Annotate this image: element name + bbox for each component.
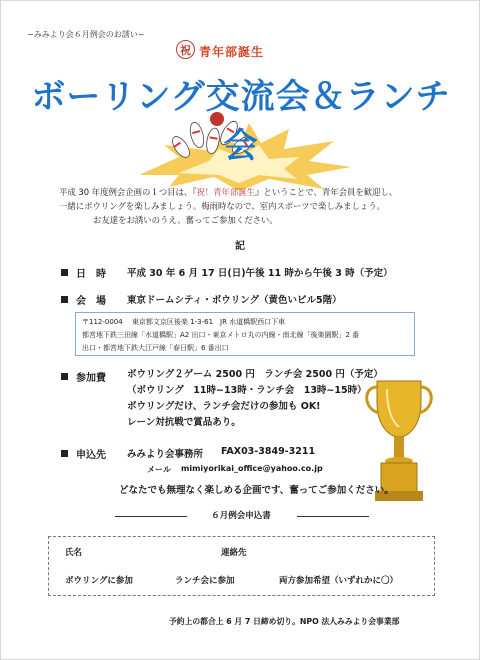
venue-row (61, 292, 106, 307)
access-line: 出口・都営地下鉄大江戸線「春日駅」6 番出口 (82, 344, 229, 352)
contact-label: 申込先 (76, 450, 106, 461)
bullet-icon (61, 450, 68, 457)
fee-line: ボウリングだけ、ランチ会だけの参加も OK! (127, 401, 321, 412)
datetime-row (61, 265, 106, 280)
fee-line: ボウリング２ゲーム 2500 円 ランチ会 2500 円（予定） (127, 369, 383, 380)
contact-mail: mimiyorikai_office@yahoo.co.jp (181, 464, 323, 473)
fee-row (61, 369, 106, 384)
fee-label: 参加費 (76, 373, 106, 384)
contact-mail-label: メール (147, 465, 171, 474)
intro-line1-post: 』ということで、青年会員を歓迎し、 (255, 187, 398, 197)
fee-details (127, 367, 383, 431)
form-contact-field[interactable]: 連絡先 (221, 548, 247, 558)
header-note: ~みみより会６月例会のお誘い~ (27, 30, 145, 39)
closing-message: どなたでも無理なく楽しめる企画です、奮ってご参加ください。 (119, 485, 394, 496)
intro-line3: お友達をお誘いのうえ、奮ってご参加ください。 (93, 215, 278, 225)
option-lunch[interactable]: ランチ会に参加 (175, 576, 235, 586)
intro-line1-highlight: 祝！青年部誕生 (196, 187, 256, 197)
form-heading-row (1, 509, 480, 523)
divider-right (297, 516, 369, 517)
bullet-icon (61, 373, 68, 380)
footer-note: 予約上の都合上 6 月 7 日締め切り。NPO 法人みみより会事業部 (169, 617, 400, 626)
datetime-label: 日 時 (76, 269, 106, 280)
access-info-box (75, 312, 415, 356)
application-form (48, 536, 435, 596)
option-both[interactable]: 両方参加希望（いずれかに〇） (279, 576, 399, 586)
form-heading: ６月例会申込書 (211, 511, 271, 521)
celebration-seal: 祝 (176, 40, 195, 59)
intro-paragraph (59, 185, 439, 227)
form-name-field[interactable]: 氏名 (65, 548, 83, 558)
subtitle: 青年部誕生 (199, 45, 265, 59)
bullet-icon (61, 269, 68, 276)
intro-line1-pre: 平成 30 年度例会企画の１つ目は、『 (59, 187, 197, 197)
venue-value: 東京ドームシティ・ボウリング（黄色いビル5階） (127, 295, 342, 306)
main-title: ボーリング交流会＆ランチ会 (31, 77, 451, 166)
access-line: 都営地下鉄三田線「水道橋駅」A2 出口・東京メトロ丸の内線・南北線「後楽園駅」2 番 (82, 331, 360, 339)
ki-heading: 記 (235, 241, 245, 252)
fee-line: （ボウリング 11時~13時・ランチ会 13時~15時） (127, 385, 367, 396)
fee-line: レーン対抗戦で賞品あり。 (127, 417, 241, 428)
option-bowling[interactable]: ボウリングに参加 (65, 576, 133, 586)
datetime-value: 平成 30 年 6 月 17 日(日)午後 11 時から午後 3 時（予定） (127, 268, 393, 279)
contact-fax: FAX03-3849-3211 (221, 446, 316, 457)
contact-row (61, 446, 106, 461)
access-line: 〒112-0004 東京都文京区後楽 1-3-61 JR 水道橋駅西口下車 (82, 318, 286, 326)
intro-line2: 一緒にボウリングを楽しみましょう。梅雨時なので、室内スポーツで楽しみましょう。 (59, 201, 385, 211)
venue-label: 会 場 (76, 296, 106, 307)
contact-office: みみより会事務所 (127, 449, 204, 460)
bullet-icon (61, 296, 68, 303)
